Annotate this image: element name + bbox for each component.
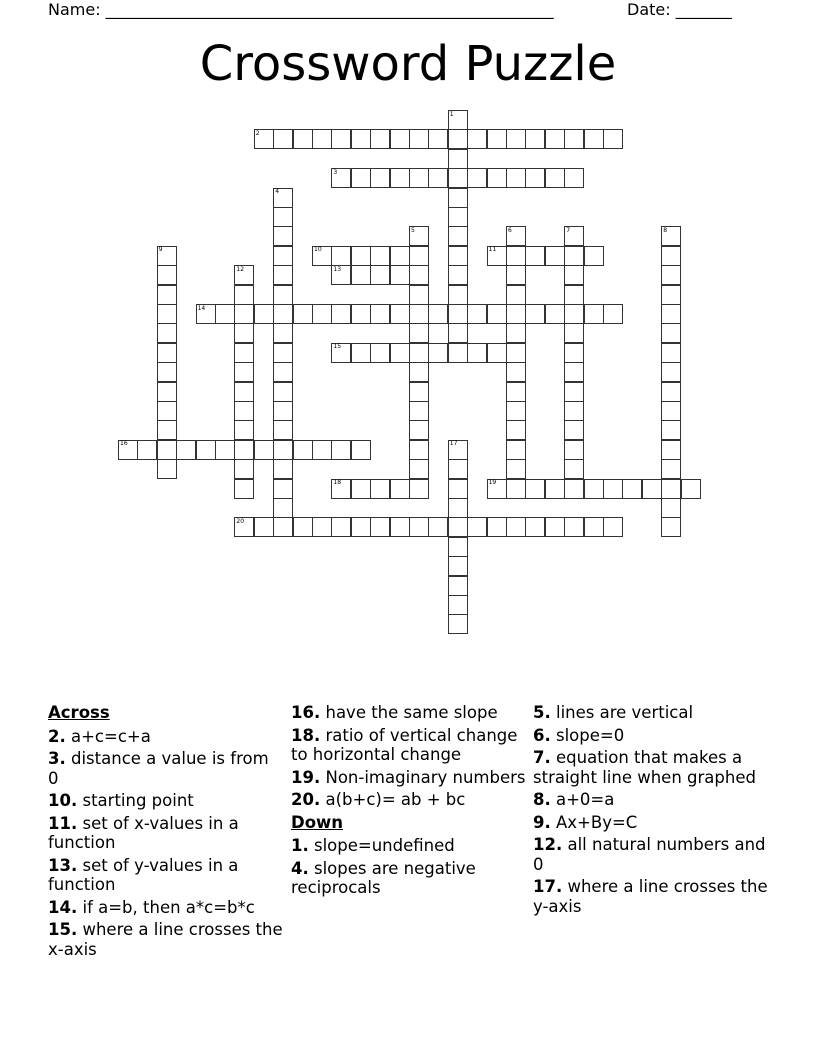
- clue: [48, 856, 284, 895]
- grid-cell[interactable]: [642, 479, 662, 499]
- grid-cell[interactable]: [564, 343, 584, 363]
- grid-cell[interactable]: [157, 265, 177, 285]
- grid-cell[interactable]: [448, 343, 468, 363]
- cell-number: 14: [197, 304, 206, 312]
- clue-number: 4.: [291, 858, 309, 878]
- clue-number: 10.: [48, 791, 78, 810]
- grid-cell[interactable]: [661, 343, 681, 363]
- grid-cell[interactable]: [409, 168, 429, 188]
- grid-cell[interactable]: [331, 129, 351, 149]
- grid-cell[interactable]: [661, 285, 681, 305]
- grid-cell[interactable]: [215, 304, 235, 324]
- grid-cell[interactable]: [448, 479, 468, 499]
- grid-cell[interactable]: [390, 168, 410, 188]
- grid-cell[interactable]: [525, 517, 545, 537]
- grid-cell[interactable]: [564, 168, 584, 188]
- clue-text: Ax+By=C: [556, 812, 638, 832]
- grid-cell[interactable]: [293, 440, 313, 460]
- cell-number: 20: [236, 517, 245, 525]
- grid-cell[interactable]: [331, 304, 351, 324]
- grid-cell[interactable]: [273, 479, 293, 499]
- grid-cell[interactable]: [661, 362, 681, 382]
- grid-cell[interactable]: [564, 362, 584, 382]
- grid-cell[interactable]: [506, 323, 526, 343]
- grid-cell[interactable]: [467, 517, 487, 537]
- grid-cell[interactable]: [254, 517, 274, 537]
- clue-number: 3.: [48, 749, 66, 768]
- grid-cell[interactable]: [312, 129, 332, 149]
- grid-cell[interactable]: [564, 479, 584, 499]
- grid-cell[interactable]: [448, 226, 468, 246]
- grid-cell[interactable]: [661, 459, 681, 479]
- page-title: Crossword Puzzle: [199, 36, 617, 92]
- clue: [291, 790, 527, 810]
- cell-number: 16: [120, 440, 128, 448]
- grid-cell[interactable]: [506, 459, 526, 479]
- grid-cell[interactable]: [525, 479, 545, 499]
- grid-cell[interactable]: [448, 129, 468, 149]
- clue-number: 5.: [533, 703, 551, 722]
- clue: [48, 727, 284, 747]
- grid-cell[interactable]: [448, 188, 468, 208]
- grid-cell[interactable]: [409, 246, 429, 266]
- grid-cell[interactable]: [273, 343, 293, 363]
- clue-text: set of x-values in a function: [48, 813, 239, 852]
- grid-cell[interactable]: [525, 304, 545, 324]
- grid-cell[interactable]: [448, 304, 468, 324]
- clue-text: slope=0: [556, 725, 625, 745]
- grid-cell[interactable]: [234, 323, 254, 343]
- clue-text: set of y-values in a function: [48, 855, 239, 894]
- grid-cell[interactable]: [564, 285, 584, 305]
- clue: [533, 748, 769, 787]
- grid-cell[interactable]: [370, 246, 390, 266]
- grid-cell[interactable]: [448, 246, 468, 266]
- grid-cell[interactable]: [234, 420, 254, 440]
- grid-cell[interactable]: [273, 362, 293, 382]
- grid-cell[interactable]: [603, 517, 623, 537]
- clue: [533, 790, 769, 810]
- grid-cell[interactable]: [370, 479, 390, 499]
- grid-cell[interactable]: [370, 168, 390, 188]
- grid-cell[interactable]: [409, 440, 429, 460]
- cell-number: 3: [333, 168, 338, 176]
- grid-cell[interactable]: [487, 168, 507, 188]
- grid-cell[interactable]: [506, 382, 526, 402]
- clue: [533, 703, 769, 723]
- grid-cell[interactable]: [564, 304, 584, 324]
- grid-cell[interactable]: [564, 382, 584, 402]
- grid-cell[interactable]: [428, 517, 448, 537]
- grid-cell[interactable]: [273, 382, 293, 402]
- grid-cell[interactable]: [409, 362, 429, 382]
- grid-cell[interactable]: [370, 304, 390, 324]
- grid-cell[interactable]: [661, 382, 681, 402]
- grid-cell[interactable]: [467, 304, 487, 324]
- grid-cell[interactable]: [448, 498, 468, 518]
- grid-cell[interactable]: [661, 323, 681, 343]
- clue: [533, 726, 769, 746]
- grid-cell[interactable]: [390, 343, 410, 363]
- grid-cell[interactable]: [428, 304, 448, 324]
- cell-number: 12: [236, 265, 245, 273]
- grid-cell[interactable]: [603, 304, 623, 324]
- date-label: Date:: [627, 0, 671, 19]
- grid-cell[interactable]: [487, 304, 507, 324]
- clue: [48, 920, 284, 959]
- clue-text: where a line crosses the y-axis: [533, 877, 768, 916]
- cell-number: 18: [333, 479, 342, 487]
- grid-cell[interactable]: [525, 129, 545, 149]
- grid-cell[interactable]: [545, 517, 565, 537]
- grid-cell[interactable]: [409, 343, 429, 363]
- grid-cell[interactable]: [409, 420, 429, 440]
- grid-cell[interactable]: [448, 265, 468, 285]
- grid-cell[interactable]: [234, 459, 254, 479]
- grid-cell[interactable]: [409, 479, 429, 499]
- grid-cell[interactable]: [661, 498, 681, 518]
- grid-cell[interactable]: [584, 517, 604, 537]
- grid-cell[interactable]: [273, 401, 293, 421]
- clue-number: 1.: [291, 836, 309, 855]
- clue-number: 7.: [533, 748, 551, 767]
- grid-cell[interactable]: [157, 459, 177, 479]
- grid-cell[interactable]: [351, 440, 371, 460]
- grid-cell[interactable]: [661, 440, 681, 460]
- grid-cell[interactable]: [545, 129, 565, 149]
- grid-cell[interactable]: [157, 285, 177, 305]
- grid-cell[interactable]: [603, 129, 623, 149]
- clue-number: 13.: [48, 855, 78, 875]
- grid-cell[interactable]: [273, 246, 293, 266]
- grid-cell[interactable]: [448, 323, 468, 343]
- clue-number: 6.: [533, 725, 551, 745]
- cell-number: 6: [508, 226, 512, 234]
- grid-cell[interactable]: [351, 129, 371, 149]
- grid-cell[interactable]: [234, 362, 254, 382]
- grid-cell[interactable]: [506, 479, 526, 499]
- cell-number: 5: [411, 226, 415, 234]
- grid-cell[interactable]: [428, 129, 448, 149]
- grid-cell[interactable]: [428, 168, 448, 188]
- cell-number: 13: [333, 265, 342, 273]
- grid-cell[interactable]: [273, 517, 293, 537]
- grid-cell[interactable]: [506, 440, 526, 460]
- grid-cell[interactable]: [681, 479, 701, 499]
- grid-cell[interactable]: [293, 517, 313, 537]
- grid-cell[interactable]: [273, 285, 293, 305]
- clue-text: have the same slope: [325, 703, 498, 722]
- grid-cell[interactable]: [564, 459, 584, 479]
- grid-cell[interactable]: [273, 498, 293, 518]
- grid-cell[interactable]: [622, 479, 642, 499]
- clue: [291, 768, 527, 788]
- grid-cell[interactable]: [370, 517, 390, 537]
- clue: [533, 813, 769, 833]
- grid-cell[interactable]: [409, 459, 429, 479]
- clue: [291, 726, 527, 765]
- cell-number: 19: [488, 479, 497, 487]
- grid-cell[interactable]: [234, 440, 254, 460]
- grid-cell[interactable]: [409, 323, 429, 343]
- grid-cell[interactable]: [467, 343, 487, 363]
- grid-cell[interactable]: [584, 304, 604, 324]
- clue: [533, 877, 769, 916]
- grid-cell[interactable]: [661, 517, 681, 537]
- clue: [48, 814, 284, 853]
- clue-number: 11.: [48, 813, 78, 833]
- grid-cell[interactable]: [467, 168, 487, 188]
- clue-column-2: [291, 703, 527, 901]
- clue-number: 8.: [533, 790, 551, 809]
- grid-cell[interactable]: [448, 595, 468, 615]
- clue-column-1: [48, 703, 284, 962]
- grid-cell[interactable]: [409, 517, 429, 537]
- grid-cell[interactable]: [273, 323, 293, 343]
- grid-cell[interactable]: [351, 343, 371, 363]
- cell-number: 10: [314, 246, 322, 254]
- grid-cell[interactable]: [351, 479, 371, 499]
- grid-cell[interactable]: [506, 285, 526, 305]
- grid-cell[interactable]: [564, 440, 584, 460]
- grid-cell[interactable]: [487, 517, 507, 537]
- grid-cell[interactable]: [409, 129, 429, 149]
- grid-cell[interactable]: [234, 285, 254, 305]
- grid-cell[interactable]: [506, 168, 526, 188]
- grid-cell[interactable]: [215, 440, 235, 460]
- grid-cell[interactable]: [545, 479, 565, 499]
- grid-cell[interactable]: [506, 420, 526, 440]
- grid-cell[interactable]: [273, 265, 293, 285]
- grid-cell[interactable]: [157, 401, 177, 421]
- grid-cell[interactable]: [176, 440, 196, 460]
- grid-cell[interactable]: [448, 168, 468, 188]
- grid-cell[interactable]: [661, 401, 681, 421]
- grid-cell[interactable]: [234, 304, 254, 324]
- across-heading: Across: [48, 703, 110, 722]
- grid-cell[interactable]: [254, 440, 274, 460]
- grid-cell[interactable]: [293, 304, 313, 324]
- grid-cell[interactable]: [409, 265, 429, 285]
- grid-cell[interactable]: [545, 246, 565, 266]
- grid-cell[interactable]: [390, 517, 410, 537]
- grid-cell[interactable]: [564, 129, 584, 149]
- clue-number: 18.: [291, 725, 321, 745]
- grid-cell[interactable]: [331, 517, 351, 537]
- grid-cell[interactable]: [564, 265, 584, 285]
- clue: [48, 749, 284, 788]
- grid-cell[interactable]: [409, 285, 429, 305]
- grid-cell[interactable]: [273, 304, 293, 324]
- clue: [48, 791, 284, 811]
- clue-text: if a=b, then a*c=b*c: [82, 897, 255, 917]
- grid-cell[interactable]: [351, 304, 371, 324]
- grid-cell[interactable]: [506, 401, 526, 421]
- clue-text: distance a value is from 0: [48, 749, 269, 788]
- cell-number: 11: [488, 246, 497, 254]
- grid-cell[interactable]: [157, 362, 177, 382]
- grid-cell[interactable]: [273, 459, 293, 479]
- clue: [291, 703, 527, 723]
- clue-text: Non-imaginary numbers: [325, 767, 526, 787]
- clue-number: 12.: [533, 835, 563, 854]
- grid-cell[interactable]: [564, 401, 584, 421]
- grid-cell[interactable]: [506, 343, 526, 363]
- grid-cell[interactable]: [273, 420, 293, 440]
- grid-cell[interactable]: [273, 226, 293, 246]
- grid-cell[interactable]: [234, 401, 254, 421]
- grid-cell[interactable]: [661, 420, 681, 440]
- grid-cell[interactable]: [157, 382, 177, 402]
- grid-cell[interactable]: [351, 168, 371, 188]
- grid-cell[interactable]: [564, 517, 584, 537]
- grid-cell[interactable]: [564, 246, 584, 266]
- grid-cell[interactable]: [506, 246, 526, 266]
- grid-cell[interactable]: [331, 440, 351, 460]
- grid-cell[interactable]: [157, 440, 177, 460]
- clue-text: a+0=a: [556, 790, 615, 809]
- name-blank[interactable]: ________________________________________________________: [100, 0, 554, 19]
- grid-cell[interactable]: [506, 362, 526, 382]
- clue-number: 19.: [291, 767, 321, 787]
- grid-cell[interactable]: [448, 614, 468, 634]
- grid-cell[interactable]: [157, 304, 177, 324]
- grid-cell[interactable]: [331, 246, 351, 266]
- clue-number: 20.: [291, 790, 321, 809]
- grid-cell[interactable]: [390, 129, 410, 149]
- grid-cell[interactable]: [506, 304, 526, 324]
- clue-text: starting point: [82, 791, 194, 810]
- grid-cell[interactable]: [584, 246, 604, 266]
- grid-cell[interactable]: [564, 420, 584, 440]
- grid-cell[interactable]: [409, 401, 429, 421]
- cell-number: 17: [449, 440, 458, 448]
- grid-cell[interactable]: [234, 343, 254, 363]
- clue-text: slopes are negative reciprocals: [291, 858, 476, 897]
- clue-text: lines are vertical: [556, 703, 694, 722]
- cell-number: 15: [333, 343, 342, 351]
- grid-cell[interactable]: [409, 382, 429, 402]
- grid-cell[interactable]: [312, 517, 332, 537]
- grid-cell[interactable]: [506, 265, 526, 285]
- grid-cell[interactable]: [273, 207, 293, 227]
- clue-text: where a line crosses the x-axis: [48, 920, 283, 959]
- grid-cell[interactable]: [234, 382, 254, 402]
- grid-cell[interactable]: [487, 129, 507, 149]
- clue-number: 15.: [48, 920, 78, 939]
- grid-cell[interactable]: [545, 168, 565, 188]
- grid-cell[interactable]: [273, 129, 293, 149]
- grid-cell[interactable]: [390, 304, 410, 324]
- grid-cell[interactable]: [603, 479, 623, 499]
- grid-cell[interactable]: [370, 265, 390, 285]
- clue-text: equation that makes a straight line when graphed: [533, 748, 756, 787]
- cell-number: 9: [158, 246, 163, 254]
- grid-cell[interactable]: [661, 246, 681, 266]
- grid-cell[interactable]: [661, 265, 681, 285]
- clue-number: 2.: [48, 726, 66, 746]
- clue-number: 9.: [533, 812, 551, 832]
- grid-cell[interactable]: [312, 304, 332, 324]
- clue: [291, 859, 527, 898]
- clue-text: a(b+c)= ab + bc: [325, 790, 466, 809]
- cell-number: 2: [255, 129, 260, 137]
- grid-cell[interactable]: [409, 304, 429, 324]
- grid-cell[interactable]: [448, 556, 468, 576]
- clue-text: slope=undefined: [314, 836, 455, 855]
- grid-cell[interactable]: [467, 129, 487, 149]
- grid-cell[interactable]: [196, 440, 216, 460]
- grid-cell[interactable]: [428, 343, 448, 363]
- grid-cell[interactable]: [137, 440, 157, 460]
- grid-cell[interactable]: [525, 246, 545, 266]
- grid-cell[interactable]: [157, 343, 177, 363]
- grid-cell[interactable]: [390, 246, 410, 266]
- clue: [291, 836, 527, 856]
- grid-cell[interactable]: [390, 265, 410, 285]
- grid-cell[interactable]: [370, 343, 390, 363]
- grid-cell[interactable]: [157, 323, 177, 343]
- clue: [48, 898, 284, 918]
- clue-text: ratio of vertical change to horizontal change: [291, 725, 518, 764]
- grid-cell[interactable]: [487, 343, 507, 363]
- grid-cell[interactable]: [584, 479, 604, 499]
- grid-cell[interactable]: [661, 479, 681, 499]
- grid-cell[interactable]: [545, 304, 565, 324]
- name-label: Name:: [48, 0, 101, 19]
- grid-cell[interactable]: [448, 576, 468, 596]
- grid-cell[interactable]: [390, 479, 410, 499]
- grid-cell[interactable]: [293, 129, 313, 149]
- grid-cell[interactable]: [506, 517, 526, 537]
- clue-text: all natural numbers and 0: [533, 835, 766, 874]
- clue: [533, 835, 769, 874]
- grid-cell[interactable]: [448, 207, 468, 227]
- grid-cell[interactable]: [370, 129, 390, 149]
- grid-cell[interactable]: [506, 129, 526, 149]
- clue-number: 14.: [48, 897, 78, 917]
- grid-cell[interactable]: [351, 246, 371, 266]
- cell-number: 4: [275, 188, 280, 196]
- grid-cell[interactable]: [584, 129, 604, 149]
- grid-cell[interactable]: [254, 304, 274, 324]
- grid-cell[interactable]: [448, 149, 468, 169]
- clue-number: 16.: [291, 703, 321, 722]
- grid-cell[interactable]: [312, 440, 332, 460]
- grid-cell[interactable]: [564, 323, 584, 343]
- cell-number: 8: [663, 226, 668, 234]
- grid-cell[interactable]: [273, 440, 293, 460]
- clue-number: 17.: [533, 877, 563, 896]
- clue-column-3: [533, 703, 769, 919]
- grid-cell[interactable]: [448, 285, 468, 305]
- grid-cell[interactable]: [351, 265, 371, 285]
- clue-text: a+c=c+a: [71, 726, 151, 746]
- down-heading: Down: [291, 812, 344, 832]
- grid-cell[interactable]: [448, 517, 468, 537]
- grid-cell[interactable]: [448, 537, 468, 557]
- grid-cell[interactable]: [234, 479, 254, 499]
- cell-number: 7: [566, 226, 571, 234]
- date-blank[interactable]: _______: [670, 0, 732, 19]
- grid-cell[interactable]: [157, 420, 177, 440]
- grid-cell[interactable]: [525, 168, 545, 188]
- cell-number: 1: [449, 110, 454, 118]
- grid-cell[interactable]: [448, 459, 468, 479]
- grid-cell[interactable]: [661, 304, 681, 324]
- grid-cell[interactable]: [351, 517, 371, 537]
